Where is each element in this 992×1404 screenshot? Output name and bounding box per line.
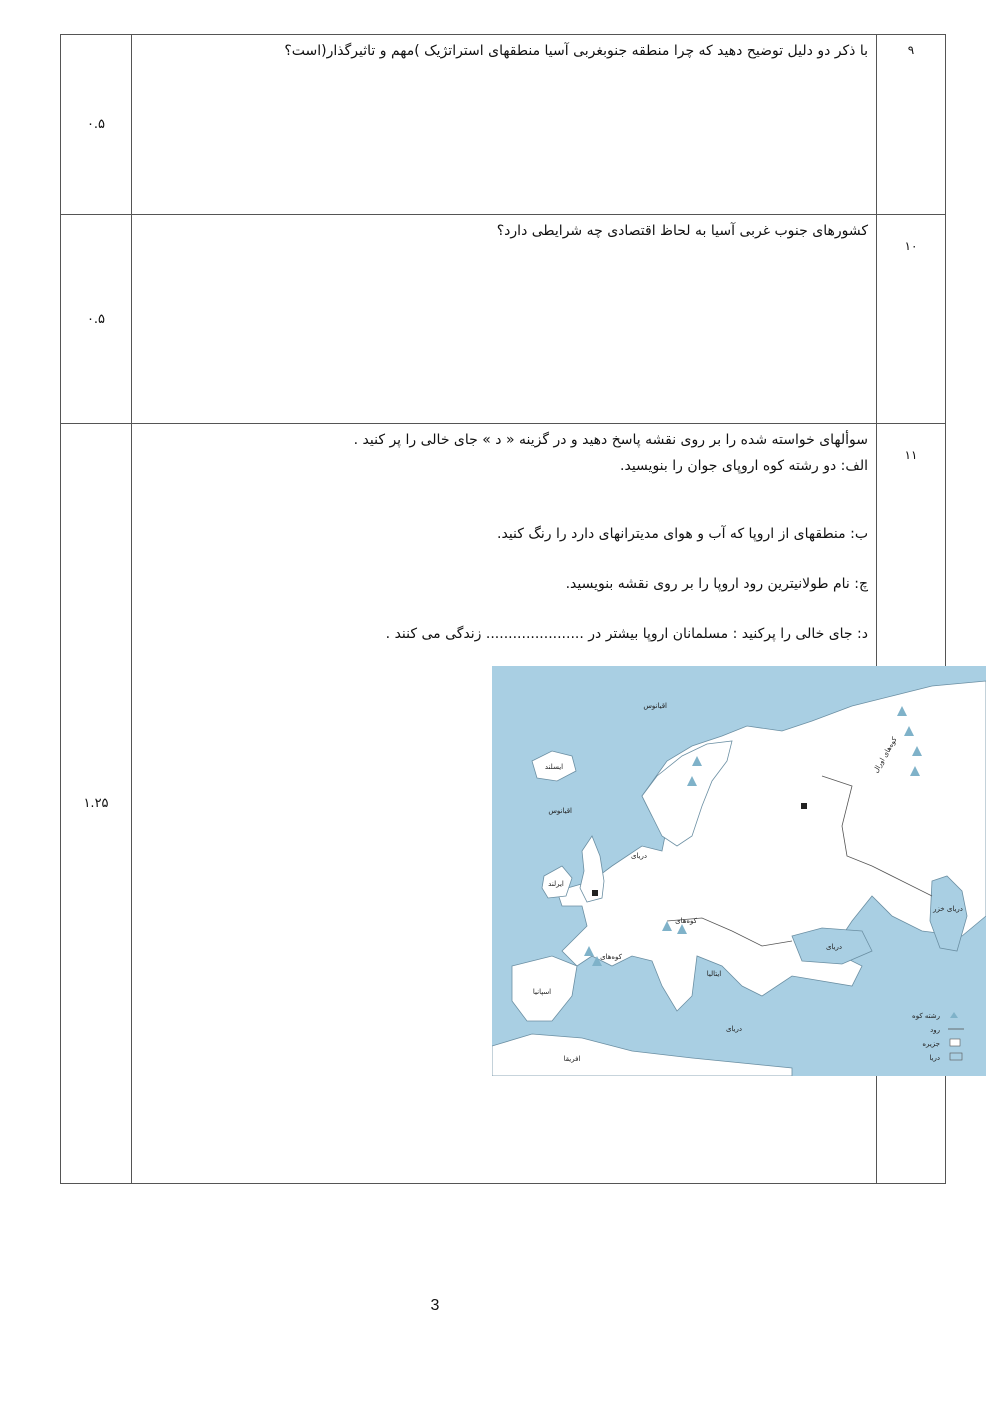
map-label-alps: کوه‌های — [675, 917, 697, 925]
map-label-pyrenees: کوه‌های — [600, 953, 622, 961]
map-label-ocean-top: اقیانوس — [643, 702, 667, 710]
score-cell — [61, 424, 132, 1184]
map-label-med-sea: دریای — [725, 1025, 742, 1033]
legend-sea: دریا — [929, 1054, 940, 1062]
question-number: ۹ — [907, 43, 915, 57]
number-cell — [877, 35, 946, 215]
question-number: ۱۱ — [904, 448, 918, 462]
part-d: د: جای خالی را پرکنید : مسلمانان اروپا بیشتر در ...................... زندگی می کنند . — [385, 626, 868, 642]
europe-map-svg — [492, 666, 986, 1076]
map-label-caspian: دریای خزر — [933, 905, 963, 913]
map-label-ural: کوه‌های اورال — [871, 735, 899, 775]
question-intro: سوألهای خواسته شده را بر روی نقشه پاسخ دهید و در گزینه « د » جای خالی را پر کنید . — [353, 432, 868, 448]
exam-table — [60, 34, 963, 1184]
map-capital-marker — [592, 890, 598, 896]
map-label-ireland: ایرلند — [548, 880, 564, 888]
score-value: ۰.۵ — [86, 117, 106, 132]
question-row-11 — [61, 424, 946, 1184]
map-label-italy: ایتالیا — [706, 970, 722, 978]
legend-island-icon — [950, 1039, 960, 1046]
score-value: ۰.۵ — [86, 311, 106, 327]
map-capital-marker — [801, 803, 807, 809]
legend-mountain: رشته کوه — [912, 1012, 940, 1020]
part-b: ب: منطقهای از اروپا که آب و هوای مدیترانهای دارد را رنگ کنید. — [497, 526, 868, 542]
question-text: با ذکر دو دلیل توضیح دهید که چرا منطقه جنوبغربی آسیا منطقهای استراتژیک )مهم و تاثیرگذار(است؟ — [284, 43, 868, 59]
map-label-spain: اسپانیا — [532, 988, 552, 996]
map-label-africa: افریقا — [563, 1055, 581, 1063]
page-number: 3 — [430, 1297, 440, 1314]
part-c: چ: نام طولانیترین رود اروپا را بر روی نقشه بنویسید. — [565, 576, 868, 592]
score-cell — [61, 215, 132, 424]
legend-sea-icon — [950, 1053, 962, 1060]
map-label-ocean-left: اقیانوس — [548, 807, 572, 815]
question-number: ۱۰ — [904, 239, 918, 253]
question-row-9 — [61, 35, 946, 215]
question-row-10 — [61, 215, 946, 424]
legend-island: جزیره — [922, 1040, 940, 1048]
map-label-sea-north: دریای — [630, 852, 647, 860]
legend-river: رود — [930, 1026, 940, 1034]
map-label-iceland: ایسلند — [544, 763, 564, 771]
question-cell — [132, 35, 877, 215]
score-value: ۱.۲۵ — [83, 796, 109, 811]
number-cell — [877, 215, 946, 424]
question-text: کشورهای جنوب غربی آسیا به لحاظ اقتصادی چه شرایطی دارد؟ — [496, 223, 868, 239]
map-label-black-sea: دریای — [825, 943, 842, 951]
question-cell — [132, 215, 877, 424]
score-cell — [61, 35, 132, 215]
europe-map — [492, 666, 986, 1076]
part-a: الف: دو رشته کوه اروپای جوان را بنویسید. — [620, 458, 868, 474]
